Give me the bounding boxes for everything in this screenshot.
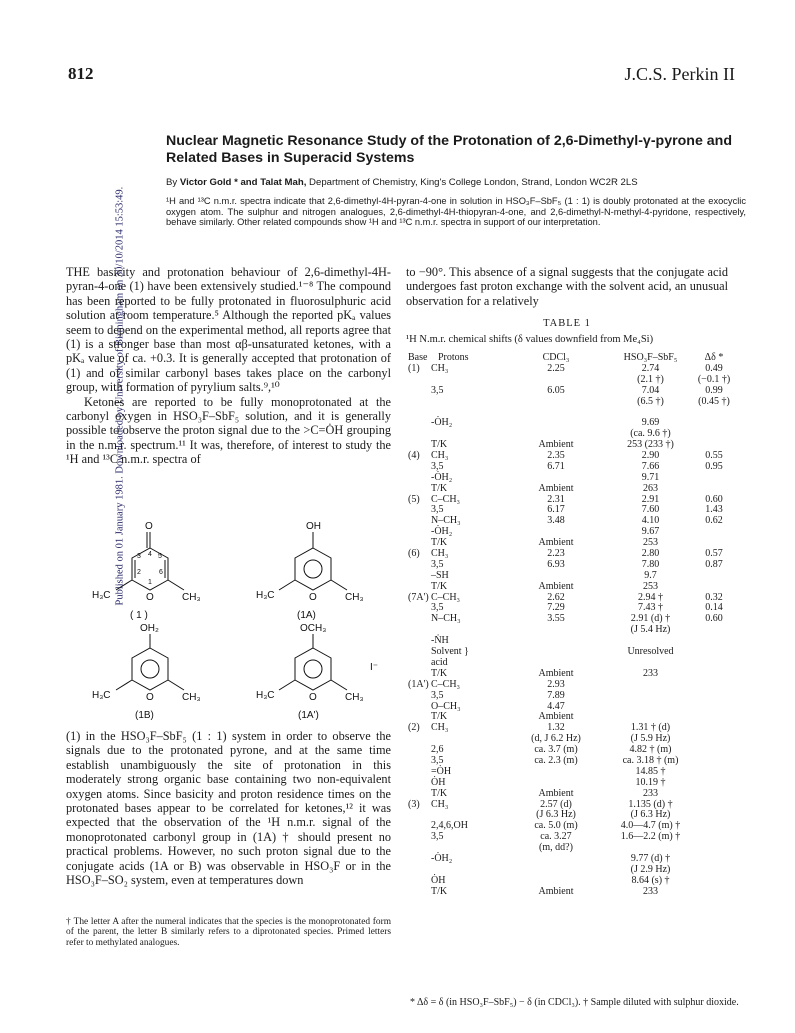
table-cell: T/K <box>431 439 448 451</box>
table-row <box>408 886 738 897</box>
table-row <box>408 679 738 690</box>
table-cell: C–CH₃ <box>431 493 461 505</box>
body-column-left-top <box>66 265 391 467</box>
th-delta: Δδ * <box>704 352 724 363</box>
table-row <box>408 483 738 494</box>
s1-ring-o: O <box>146 592 154 603</box>
table-row <box>408 385 738 396</box>
table-cell: 2.23 <box>547 548 565 560</box>
table-cell: Ambient <box>538 667 574 679</box>
table-cell: O–CH₃ <box>431 700 461 712</box>
table-cell: 0.62 <box>705 515 723 527</box>
s1a2-right: CH₃ <box>345 692 364 703</box>
paragraph-1: THE basicity and protonation behaviour of 2,6-dimethyl-4H-pyran-4-one (1) have been extensively studied.¹⁻⁸ The compound has been reported to be fully protonated in fluorosulphuric acid solution at room temperature.⁵ Although the reported pKₐ values seem to depend on the experimental method, all reports agree that (1) is a stronger base than most αβ-unsaturated ketones, with a pKₐ value of ca. +0.3. It is generally accepted that protonation of (1) and of similar carbonyl bases takes place on the carbonyl group, with formation of pyrylium salts.⁹,¹⁰ <box>66 265 391 395</box>
table-cell: -ṄH <box>431 635 449 647</box>
table-cell: N–CH₃ <box>431 515 461 527</box>
table-cell: 1.32 <box>547 722 565 734</box>
table-cell: 2.57 (d) <box>540 798 572 810</box>
table-row <box>408 690 738 701</box>
table-cell: 233 <box>643 787 658 799</box>
author-names: Victor Gold * and Talat Mah, <box>179 177 307 188</box>
table-row <box>408 701 738 712</box>
table-cell: 4.47 <box>547 700 565 712</box>
table-cell: 0.32 <box>705 591 723 603</box>
authors-line <box>166 177 751 188</box>
table-cell: 1.135 (d) † <box>628 798 673 810</box>
s1a-label: (1A) <box>297 610 316 621</box>
table-cell: Ambient <box>538 482 574 494</box>
table-cell: ȮH <box>431 874 446 886</box>
s1b-right: CH₃ <box>182 692 201 703</box>
table-subtitle: ¹H N.m.r. chemical shifts (δ values downfield from Me₄Si) <box>406 334 654 345</box>
table-cell: (1A') <box>408 678 429 690</box>
table-row <box>408 711 738 722</box>
s1-num-6: 6 <box>159 569 163 576</box>
table-cell: 3,5 <box>431 689 444 701</box>
table-cell: T/K <box>431 711 448 723</box>
table-cell: (J 5.4 Hz) <box>630 624 671 636</box>
s1b-left: H₃C <box>92 690 111 701</box>
table-cell: (3) <box>408 798 420 810</box>
table-cell: (J 6.3 Hz) <box>536 809 576 821</box>
table-row <box>408 602 738 613</box>
iodide-counterion: I⁻ <box>370 662 379 673</box>
table-cell: (−0.1 †) <box>697 373 731 385</box>
table-cell: Solvent } <box>431 646 469 658</box>
table-row <box>408 439 738 450</box>
table-cell: 6.71 <box>547 460 565 472</box>
table-cell: 0.87 <box>705 558 723 570</box>
table-cell: 3,5 <box>431 384 444 396</box>
table-row <box>408 363 738 374</box>
s1a-left: H₃C <box>256 590 275 601</box>
table-cell: 2.91 (d) † <box>630 613 671 625</box>
table-cell: ca. 3.7 (m) <box>534 744 578 756</box>
chemical-structures <box>70 520 390 720</box>
table-cell: Ambient <box>538 439 574 451</box>
table-row <box>408 613 738 624</box>
table-row <box>408 570 738 581</box>
s1-right: CH₃ <box>182 592 201 603</box>
table-cell: 9.69 <box>641 417 660 429</box>
table-row <box>408 537 738 548</box>
table-cell: N–CH₃ <box>431 613 461 625</box>
th-cdcl3: CDCl₃ <box>542 352 570 363</box>
table-cell: 2,4,6,OH <box>431 820 468 832</box>
table-row <box>408 799 738 810</box>
table-row <box>408 646 738 657</box>
table-row <box>408 766 738 777</box>
table-cell: CH₃ <box>431 798 449 810</box>
table-cell: 1.6—2.2 (m) † <box>620 831 681 843</box>
s1-num-3: 3 <box>137 553 141 560</box>
s1a-ring-o: O <box>309 592 317 603</box>
table-row <box>408 744 738 755</box>
table-cell: CH₃ <box>431 548 449 560</box>
table-cell: Ambient <box>538 885 574 897</box>
table-cell: 2.80 <box>641 548 660 560</box>
s1b-top: OH₂ <box>140 623 159 634</box>
table-cell: 4.82 † (m) <box>629 744 672 756</box>
table-cell: -ȮH₂ <box>431 417 453 429</box>
article-title: Nuclear Magnetic Resonance Study of the Protonation of 2,6-Dimethyl-γ-pyrone and Related Bases in Superacid Systems <box>166 133 733 166</box>
table-cell: T/K <box>431 580 448 592</box>
table-cell: 0.99 <box>705 384 723 396</box>
table-cell: Ambient <box>538 537 574 549</box>
table-row <box>408 624 738 635</box>
s1a2-ring-o: O <box>309 692 317 703</box>
body-column-left-bottom: (1) in the HSO₃F–SbF₅ (1 : 1) system in order to observe the signals due to the protonated pyrone, and at the same time establish unambiguously the site of protonation in this moderately strong organic base containing two non-equivalent oxygen atoms. Since basicity and proton residence times on the protonated bases appear to be correlated for ketones,¹² it was expected that the observation of the ¹H n.m.r. signal of the monoprotonated carbonyl group in (1A) † should present no practical problems. However, no such proton signal due to the conjugate acids (1A or B) was observable in HSO₃F or in the HSO₃F–SO₂ system, even at temperatures down <box>66 729 391 888</box>
table-cell: CH₃ <box>431 362 449 374</box>
table-cell: 0.55 <box>705 450 723 462</box>
table-cell: 7.29 <box>547 602 565 614</box>
table-cell: (2) <box>408 722 420 734</box>
table-body <box>408 363 738 897</box>
s1a2-label: (1A') <box>298 710 319 720</box>
paragraph-2: Ketones are reported to be fully monoprotonated at the carbonyl oxygen in HSO₃F–SbF₅ solution, and it is generally possible to observe the proton signal due to the >C=ȮH grouping in the n.m.r. spectrum.¹¹ It was, therefore, of interest to study the ¹H and ¹³C n.m.r. spectra of <box>66 394 391 467</box>
table-row <box>408 853 738 864</box>
table-cell: Ambient <box>538 711 574 723</box>
table-row <box>408 374 738 385</box>
table-cell: 6.93 <box>547 558 565 570</box>
table-cell: 3,5 <box>431 831 444 843</box>
table-cell: ca. 2.3 (m) <box>534 754 578 766</box>
s1a2-left: H₃C <box>256 690 275 701</box>
table-cell: (1) <box>408 362 420 374</box>
table-cell: 9.7 <box>644 569 657 581</box>
table-cell: (J 6.3 Hz) <box>630 809 671 821</box>
footnote: † The letter A after the numeral indicates that the species is the monoprotonated form of the parent, the letter B similarly refers to a diprotonated species. Primed letters refer to methylated analogues. <box>66 917 391 948</box>
table-cell: T/K <box>431 787 448 799</box>
table-row <box>408 504 738 515</box>
table-cell: 4.10 <box>641 515 660 527</box>
table-cell: Ambient <box>538 580 574 592</box>
table-cell: 0.60 <box>705 613 723 625</box>
table-row <box>408 635 738 646</box>
author-affiliation: Department of Chemistry, King's College London, Strand, London WC2R 2LS <box>306 177 638 188</box>
s1-label: ( 1 ) <box>130 610 148 621</box>
table-cell: 2,6 <box>431 744 444 756</box>
table-cell: (0.45 †) <box>698 395 730 407</box>
structure-1a <box>279 532 347 590</box>
table-cell: 253 (233 †) <box>627 439 674 451</box>
table-cell: 253 <box>643 537 658 549</box>
table-cell: (7A') <box>408 591 429 603</box>
table-row <box>408 831 738 842</box>
table-cell: 3,5 <box>431 460 444 472</box>
table-row <box>408 820 738 831</box>
table-cell: 3,5 <box>431 754 444 766</box>
table-row <box>408 864 738 875</box>
table-cell: (J 2.9 Hz) <box>630 863 671 875</box>
th-superacid: HSO₃F–SbF₅ <box>623 352 678 363</box>
abstract: ¹H and ¹³C n.m.r. spectra indicate that 2,6-dimethyl-4H-pyran-4-one in solution in HSO₃F–SbF₅ (1 : 1) is doubly protonated at the exocyclic oxygen atom. The sulphur and nitrogen analogues, 2,6-dimethyl-4H-thiopyran-4-one, and 2,6-dimethyl-N-methyl-4-pyridone, respectively, behave similarly. Other related compounds show ¹H and ¹³C n.m.r. spectra in support of our interpretation. <box>166 196 746 228</box>
nmr-table <box>408 352 738 897</box>
table-row <box>408 755 738 766</box>
table-cell: 3,5 <box>431 602 444 614</box>
table-cell: 7.66 <box>641 460 660 472</box>
s1-num-1: 1 <box>148 579 152 586</box>
s1-top: O <box>145 521 153 532</box>
table-cell: 3,5 <box>431 504 444 516</box>
table-cell: 253 <box>643 580 658 592</box>
s1-num-5: 5 <box>158 553 162 560</box>
table-cell: 2.62 <box>547 591 565 603</box>
table-row <box>408 788 738 799</box>
authors-prefix: By <box>166 177 180 188</box>
table-cell: 9.71 <box>641 471 660 483</box>
table-footnote: * Δδ = δ (in HSO₃F–SbF₅) − δ (in CDCl₃). † Sample diluted with sulphur dioxide. <box>410 997 739 1008</box>
table-cell: 1.43 <box>705 504 723 516</box>
s1a-top: OH <box>306 521 321 532</box>
s1-num-2: 2 <box>137 569 141 576</box>
s1-num-4: 4 <box>148 551 152 558</box>
table-row <box>408 396 738 407</box>
table-cell: 9.77 (d) † <box>630 852 671 864</box>
table-cell: acid <box>431 656 448 668</box>
table-cell: 3.55 <box>547 613 565 625</box>
table-row <box>408 722 738 733</box>
s1-left: H₃C <box>92 590 111 601</box>
table-cell: ca. 5.0 (m) <box>534 820 578 832</box>
table-cell: 233 <box>643 667 658 679</box>
table-cell: 2.25 <box>547 362 565 374</box>
table-cell: T/K <box>431 482 448 494</box>
table-cell: =ȮH <box>431 765 452 777</box>
th-base: Base <box>408 352 428 363</box>
table-cell: T/K <box>431 667 448 679</box>
table-cell: 2.35 <box>547 450 565 462</box>
table-cell: 4.0—4.7 (m) † <box>620 820 681 832</box>
table-row <box>408 592 738 603</box>
table-cell: 2.91 <box>641 493 660 505</box>
table-cell: C–CH₃ <box>431 591 461 603</box>
table-cell: 1.31 † (d) <box>630 722 671 734</box>
table-cell: 9.67 <box>641 526 660 538</box>
table-cell: 3,5 <box>431 558 444 570</box>
table-cell: Ambient <box>538 787 574 799</box>
table-cell: 10.19 † <box>635 776 666 788</box>
table-cell: (5) <box>408 493 420 505</box>
table-row <box>408 809 738 820</box>
body-column-right: to −90°. This absence of a signal suggests that the conjugate acid undergoes fast proton exchange with the solvent acid, an unusual observation for a relatively <box>406 265 728 308</box>
table-row <box>408 417 738 428</box>
table-cell: 0.95 <box>705 460 723 472</box>
table-row <box>408 494 738 505</box>
table-cell: 7.60 <box>641 504 660 516</box>
s1b-ring-o: O <box>146 692 154 703</box>
s1a-right: CH₃ <box>345 592 364 603</box>
table-row <box>408 461 738 472</box>
table-cell: 6.05 <box>547 384 565 396</box>
table-cell: 2.93 <box>547 678 565 690</box>
table-cell: 8.64 (s) † <box>631 874 670 886</box>
table-cell: CH₃ <box>431 722 449 734</box>
table-row <box>408 406 738 417</box>
table-cell: C–CH₃ <box>431 678 461 690</box>
table-row <box>408 472 738 483</box>
table-cell: (6.5 †) <box>637 395 664 407</box>
table-cell: ȮH <box>431 776 446 788</box>
table-cell: (6) <box>408 548 420 560</box>
table-cell: ca. 3.27 <box>540 831 572 843</box>
table-cell: –SH <box>431 569 449 581</box>
table-cell: 0.14 <box>705 602 723 614</box>
table-cell: 14.85 † <box>635 765 666 777</box>
table-cell: (ca. 9.6 †) <box>630 428 671 440</box>
table-cell: -ȮH₂ <box>431 471 453 483</box>
table-cell: 0.49 <box>705 362 723 374</box>
page-number: 812 <box>68 64 94 83</box>
table-cell: 2.94 † <box>638 591 663 603</box>
table-cell: 7.43 † <box>638 602 663 614</box>
journal-name: J.C.S. Perkin II <box>624 64 735 84</box>
table-cell: 0.60 <box>705 493 723 505</box>
table-cell: 2.31 <box>547 493 565 505</box>
table-cell: 6.17 <box>547 504 565 516</box>
table-cell: Unresolved <box>627 646 674 658</box>
table-cell: 233 <box>643 885 658 897</box>
table-row <box>408 515 738 526</box>
table-cell: (J 5.9 Hz) <box>630 733 671 745</box>
table-row <box>408 559 738 570</box>
table-cell: T/K <box>431 885 448 897</box>
table-cell: -ȮH₂ <box>431 526 453 538</box>
table-caption: TABLE 1 <box>543 318 591 329</box>
table-cell: (m, dd?) <box>539 842 573 854</box>
structure-1b <box>116 634 184 690</box>
table-header-row <box>408 352 738 363</box>
table-cell: 7.04 <box>641 384 660 396</box>
table-row <box>408 842 738 853</box>
table-cell: 2.90 <box>641 450 660 462</box>
table-cell: T/K <box>431 537 448 549</box>
table-row <box>408 450 738 461</box>
table-row <box>408 657 738 668</box>
th-protons: Protons <box>438 352 469 363</box>
table-row <box>408 581 738 592</box>
table-row <box>408 777 738 788</box>
table-row <box>408 428 738 439</box>
s1a2-top: OCH₃ <box>300 623 327 634</box>
table-row <box>408 733 738 744</box>
table-cell: 7.89 <box>547 689 565 701</box>
publication-sidebar-note: Published on 01 January 1981. Downloaded by University of Birmingham on 30/10/2014 15:53:49. <box>114 186 126 606</box>
structure-1a-prime <box>279 634 347 690</box>
table-cell: 7.80 <box>641 558 660 570</box>
table-row <box>408 548 738 559</box>
table-row <box>408 526 738 537</box>
table-cell: 3.48 <box>547 515 565 527</box>
table-cell: 0.57 <box>705 548 723 560</box>
table-cell: (d, J 6.2 Hz) <box>531 733 581 745</box>
table-cell: CH₃ <box>431 450 449 462</box>
table-cell: (2.1 †) <box>637 373 664 385</box>
s1b-label: (1B) <box>135 710 154 720</box>
table-row <box>408 875 738 886</box>
table-row <box>408 668 738 679</box>
table-cell: ca. 3.18 † (m) <box>622 754 679 766</box>
table-cell: 263 <box>643 482 658 494</box>
table-cell: (4) <box>408 450 420 462</box>
table-cell: -ȮH₂ <box>431 852 453 864</box>
table-cell: 2.74 <box>641 362 660 374</box>
